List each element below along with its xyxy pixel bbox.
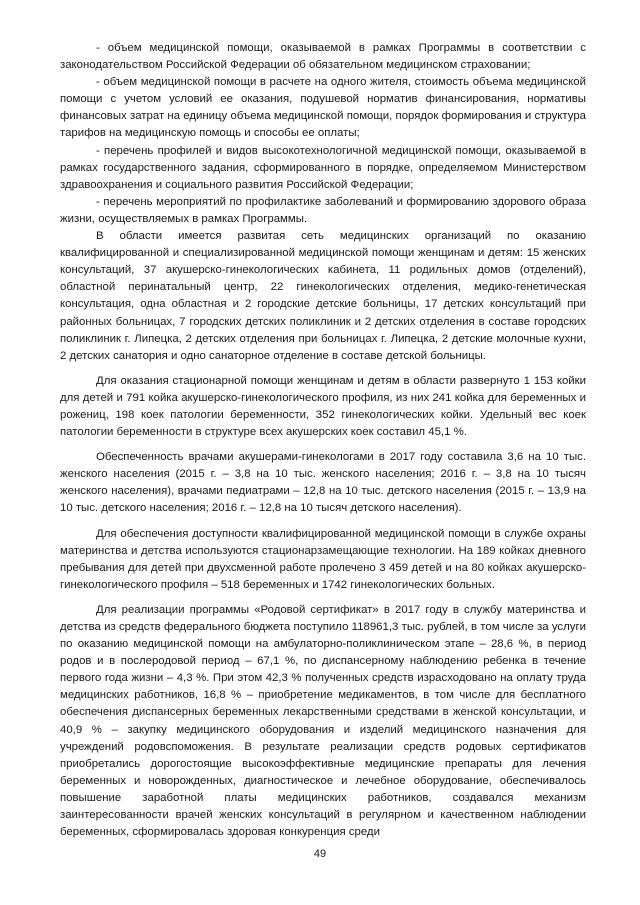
document-body [60,40,586,841]
page-number: 49 [313,848,327,860]
paragraph-spacer [60,594,586,602]
paragraph-spacer [60,518,586,526]
paragraph: - перечень профилей и видов высокотехнологичной медицинской помощи, оказываемой в рамках государственного задания, сформированного в порядке, определяемом Министерством здравоохранения и социального развития Российской Федерации; [60,144,586,191]
paragraph-spacer [60,365,586,373]
paragraph: - перечень мероприятий по профилактике заболеваний и формированию здорового образа жизни, осуществляемых в рамках Программы. [60,195,586,225]
paragraph: Для оказания стационарной помощи женщинам и детям в области развернуто 1 153 койки для детей и 791 койка акушерско-гинекологического профиля, из них 241 койка для беременных и рожениц, 198 коек патологии беременности, 352 гинекологических койки. Удельный вес коек патологии беременности в структуре всех акушерских коек составил 45,1 %. [60,374,586,439]
paragraph: Обеспеченность врачами акушерами-гинекологами в 2017 году составила 3,6 на 10 тыс. женского населения (2015 г. – 3,8 на 10 тыс. женского населения; 2016 г. – 3,8 на 10 тысяч женского населения), врачами педиатрами – 12,8 на 10 тыс. детского населения (2015 г. – 13,9 на 10 тыс. детского населения; 2016 г. – 12,8 на 10 тысяч детского населения). [60,451,586,515]
paragraph: Для реализации программы «Родовой сертификат» в 2017 году в службу материнства и детства из средств федерального бюджета поступило 118961,3 тыс. рублей, в том числе за услуги по оказанию медицинской помощи на амбулаторно-поликлиническом этапе – 28,6 %, в период родов и в послеродовой период – 67,1 %, по диспансерному наблюдению ребенка в течение первого года жизни – 4,3 %. При этом 42,3 % полученных средств израсходовано на оплату труда медицинских работников, 16,8 % – приобретение медикаментов, в том числе для бесплатного обеспечения диспансерных беременных лекарственными средствами в женской консультации, и 40,9 % – закупку медицинского оборудования и изделий медицинского назначения для учреждений родовспоможения. В результате реализации средств родовых сертификатов приобретались дорогостоящие высокоэффективные медицинские препараты для лечения беременных и новорожденных, диагностическое и лечебное оборудование, обеспечивалось повышение заработной платы медицинских работников, создавался механизм заинтересованности врачей женских консультаций в регулярном и качественном наблюдении беременных, сформировалась здоровая конкуренция среди [60,603,586,839]
paragraph-spacer [60,441,586,449]
paragraph: - объем медицинской помощи, оказываемой в рамках Программы в соответствии с законодательством Российской Федерации об обязательном медицинском страховании; [60,42,586,72]
paragraph: Для обеспечения доступности квалифицированной медицинской помощи в службе охраны материнства и детства используются стационарзамещающие технологии. На 189 койках дневного пребывания для детей при двухсменной работе пролечено 3 459 детей и на 80 койках акушерско-гинекологического профиля – 518 беременных и 1742 гинекологических больных. [60,527,586,591]
paragraph: В области имеется развитая сеть медицинских организаций по оказанию квалифицированной и специализированной медицинской помощи женщинам и детям: 15 женских консультаций, 37 акушерско-гинекологических кабинета, 11 родильных домов (отделений), областной перинатальный центр, 22 гинекологических отделения, медико-генетическая консультация, одна областная и 2 городские детские больницы, 17 детских консультаций при районных больницах, 7 городских детских поликлиник и 2 детских отделения в составе городских поликлиник г. Липецка, 2 детских отделения при больницах г. Липецка, 2 детские молочные кухни, 2 детских санатория и одно санаторное отделение в составе детской больницы. [60,230,586,362]
paragraph: - объем медицинской помощи в расчете на одного жителя, стоимость объема медицинской помощи с учетом условий ее оказания, подушевой норматив финансирования, нормативы финансовых затрат на единицу объема медицинской помощи, порядок формирования и структура тарифов на медицинскую помощь и способы ее оплаты; [60,76,586,140]
